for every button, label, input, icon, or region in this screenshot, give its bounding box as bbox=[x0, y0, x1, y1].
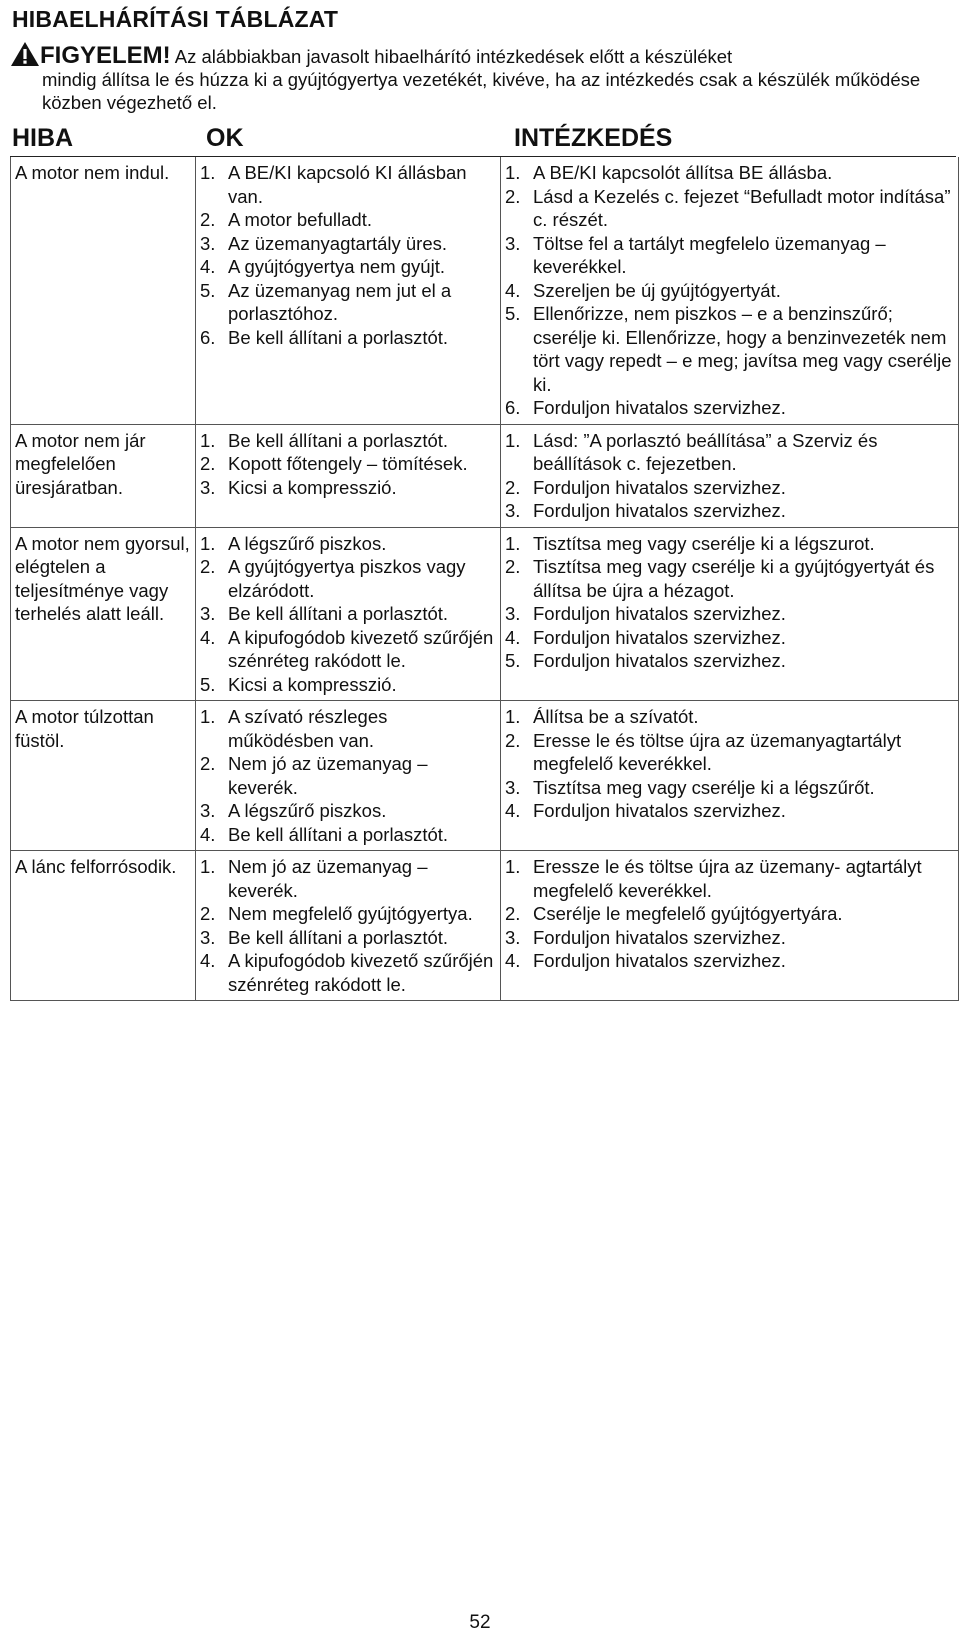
cause-item bbox=[200, 902, 496, 926]
item-number: 1. bbox=[200, 532, 216, 554]
cause-item bbox=[200, 255, 496, 279]
item-text: Az üzemanyagtartály üres. bbox=[228, 232, 448, 254]
action-item bbox=[505, 729, 954, 776]
page-title: HIBAELHÁRÍTÁSI TÁBLÁZAT bbox=[12, 6, 339, 32]
item-text: Be kell állítani a porlasztót. bbox=[228, 823, 449, 845]
item-text: Forduljon hivatalos szervizhez. bbox=[533, 500, 786, 521]
cause-cell bbox=[196, 701, 501, 851]
item-number: 3. bbox=[505, 776, 521, 798]
cause-item bbox=[200, 476, 496, 500]
item-text: Forduljon hivatalos szervizhez. bbox=[533, 650, 786, 671]
item-text: Be kell állítani a porlasztót. bbox=[228, 429, 449, 451]
item-number: 1. bbox=[200, 162, 216, 183]
action-item bbox=[505, 855, 954, 902]
item-number: 2. bbox=[200, 453, 216, 474]
item-text: Tisztítsa meg vagy cserélje ki a gyújtógyertyát és állítsa be újra a hézagot. bbox=[533, 556, 935, 601]
cause-item bbox=[200, 326, 496, 350]
action-item bbox=[505, 649, 954, 673]
cause-item bbox=[200, 429, 496, 453]
item-number: 3. bbox=[200, 476, 216, 498]
cause-item bbox=[200, 555, 496, 602]
action-item bbox=[505, 626, 954, 650]
item-text: Tisztítsa meg vagy cserélje ki a légszurot. bbox=[533, 532, 875, 554]
item-text: A motor befulladt. bbox=[228, 209, 372, 230]
item-number: 3. bbox=[505, 500, 521, 521]
troubleshooting-table bbox=[10, 157, 959, 1001]
item-text: Forduljon hivatalos szervizhez. bbox=[533, 603, 786, 624]
item-text: Lásd a Kezelés c. fejezet “Befulladt motor indítása” c. részét. bbox=[533, 185, 951, 230]
item-number: 3. bbox=[200, 603, 216, 624]
warning-text-line1: Az alábbiakban javasolt hibaelhárító intézkedések előtt a készüléket bbox=[170, 46, 733, 67]
item-text: Nem jó az üzemanyag – keverék. bbox=[228, 753, 428, 798]
item-text: Állítsa be a szívatót. bbox=[533, 706, 699, 727]
action-item bbox=[505, 705, 954, 729]
item-text: A szívató részleges működésben van. bbox=[228, 706, 388, 751]
item-text: Szereljen be új gyújtógyertyát. bbox=[533, 279, 781, 301]
item-number: 6. bbox=[505, 397, 521, 418]
item-text: Cserélje le megfelelő gyújtógyertyára. bbox=[533, 903, 843, 924]
item-number: 4. bbox=[200, 626, 216, 648]
action-item bbox=[505, 555, 954, 602]
table-row bbox=[11, 157, 959, 424]
item-text: A légszűrő piszkos. bbox=[228, 800, 387, 821]
item-number: 4. bbox=[505, 626, 521, 648]
action-cell bbox=[501, 527, 959, 701]
item-text: Lásd: ”A porlasztó beállítása” a Szerviz és beállítások c. fejezetben. bbox=[533, 429, 878, 474]
cause-cell bbox=[196, 424, 501, 527]
item-text: A BE/KI kapcsoló KI állásban van. bbox=[228, 162, 467, 207]
item-number: 4. bbox=[200, 823, 216, 845]
cause-cell bbox=[196, 851, 501, 1001]
item-text: Kicsi a kompresszió. bbox=[228, 673, 397, 695]
item-number: 2. bbox=[200, 209, 216, 230]
item-number: 4. bbox=[505, 950, 521, 971]
item-text: A kipufogódob kivezető szűrőjén szénréteg rakódott le. bbox=[228, 950, 494, 995]
item-text: Be kell állítani a porlasztót. bbox=[228, 603, 449, 624]
cause-item bbox=[200, 705, 496, 752]
item-text: A BE/KI kapcsolót állítsa BE állásba. bbox=[533, 162, 833, 183]
item-number: 1. bbox=[505, 429, 521, 451]
action-item bbox=[505, 799, 954, 823]
item-number: 3. bbox=[200, 232, 216, 254]
item-text: Az üzemanyag nem jut el a porlasztóhoz. bbox=[228, 279, 452, 324]
item-number: 5. bbox=[200, 673, 216, 695]
cause-cell bbox=[196, 157, 501, 424]
item-text: Forduljon hivatalos szervizhez. bbox=[533, 626, 786, 648]
item-text: A légszűrő piszkos. bbox=[228, 532, 387, 554]
header-cause: OK bbox=[206, 124, 244, 152]
table-header bbox=[10, 122, 956, 157]
problem-cell: A motor túlzottan füstöl. bbox=[11, 701, 196, 851]
item-number: 2. bbox=[505, 729, 521, 751]
table-row bbox=[11, 851, 959, 1001]
item-text: Nem megfelelő gyújtógyertya. bbox=[228, 903, 473, 924]
item-number: 1. bbox=[200, 706, 216, 727]
item-number: 2. bbox=[200, 903, 216, 924]
problem-cell: A motor nem jár megfelelően üresjáratban. bbox=[11, 424, 196, 527]
item-text: Ellenőrizze, nem piszkos – e a benzinszűrő; cserélje ki. Ellenőrizze, hogy a benzinvezeték nem tört vagy repedt – e meg; javítsa meg vagy cserélje ki. bbox=[533, 303, 952, 395]
item-text: Be kell állítani a porlasztót. bbox=[228, 926, 449, 948]
action-item bbox=[505, 499, 954, 523]
item-number: 4. bbox=[505, 800, 521, 821]
action-cell bbox=[501, 851, 959, 1001]
warning-first-line bbox=[10, 41, 947, 68]
cause-cell bbox=[196, 527, 501, 701]
problem-cell: A motor nem gyorsul, elégtelen a teljesítménye vagy terhelés alatt leáll. bbox=[11, 527, 196, 701]
action-item bbox=[505, 926, 954, 950]
warning-text-rest: mindig állítsa le és húzza ki a gyújtógyertya vezetékét, kivéve, ha az intézkedés csak a készülék működése közben végezhető el. bbox=[42, 69, 921, 113]
item-number: 4. bbox=[200, 950, 216, 971]
cause-item bbox=[200, 532, 496, 556]
item-number: 3. bbox=[505, 926, 521, 948]
header-action: INTÉZKEDÉS bbox=[514, 124, 673, 152]
item-text: Eressze le és töltse újra az üzemany- agtartályt megfelelő keverékkel. bbox=[533, 856, 922, 901]
cause-item bbox=[200, 673, 496, 697]
cause-item bbox=[200, 823, 496, 847]
action-item bbox=[505, 161, 954, 185]
action-item bbox=[505, 279, 954, 303]
item-number: 1. bbox=[200, 429, 216, 451]
item-text: Forduljon hivatalos szervizhez. bbox=[533, 397, 786, 418]
cause-item bbox=[200, 452, 496, 476]
item-number: 2. bbox=[200, 556, 216, 577]
item-text: Eresse le és töltse újra az üzemanyagtartályt megfelelő keverékkel. bbox=[533, 729, 902, 774]
action-item bbox=[505, 776, 954, 800]
item-number: 6. bbox=[200, 326, 216, 348]
item-text: Forduljon hivatalos szervizhez. bbox=[533, 926, 786, 948]
cause-item bbox=[200, 949, 496, 996]
item-text: Kicsi a kompresszió. bbox=[228, 476, 397, 498]
cause-item bbox=[200, 752, 496, 799]
action-item bbox=[505, 532, 954, 556]
cause-item bbox=[200, 626, 496, 673]
cause-item bbox=[200, 161, 496, 208]
item-number: 2. bbox=[505, 556, 521, 577]
item-number: 3. bbox=[200, 926, 216, 948]
item-number: 1. bbox=[200, 856, 216, 877]
action-item bbox=[505, 902, 954, 926]
item-text: A kipufogódob kivezető szűrőjén szénréteg rakódott le. bbox=[228, 626, 494, 671]
cause-item bbox=[200, 799, 496, 823]
item-text: A gyújtógyertya nem gyújt. bbox=[228, 256, 445, 277]
item-text: Töltse fel a tartályt megfelelo üzemanyag – keverékkel. bbox=[533, 232, 886, 277]
item-number: 5. bbox=[505, 650, 521, 671]
page bbox=[10, 6, 956, 1001]
problem-cell: A motor nem indul. bbox=[11, 157, 196, 424]
cause-item bbox=[200, 855, 496, 902]
item-text: Tisztítsa meg vagy cserélje ki a légszűrőt. bbox=[533, 776, 875, 798]
item-number: 3. bbox=[505, 603, 521, 624]
item-number: 4. bbox=[200, 256, 216, 277]
action-cell bbox=[501, 701, 959, 851]
header-problem: HIBA bbox=[12, 124, 74, 152]
action-item bbox=[505, 302, 954, 396]
item-number: 1. bbox=[505, 162, 521, 183]
action-item bbox=[505, 185, 954, 232]
cause-item bbox=[200, 279, 496, 326]
table-row bbox=[11, 527, 959, 701]
item-number: 5. bbox=[505, 303, 521, 324]
action-item bbox=[505, 949, 954, 973]
item-number: 1. bbox=[505, 856, 521, 877]
item-number: 3. bbox=[505, 232, 521, 254]
item-number: 1. bbox=[505, 706, 521, 727]
warning-triangle-icon bbox=[10, 41, 40, 67]
item-number: 2. bbox=[505, 185, 521, 207]
table-row bbox=[11, 701, 959, 851]
item-number: 2. bbox=[505, 903, 521, 924]
action-item bbox=[505, 396, 954, 420]
problem-cell: A lánc felforrósodik. bbox=[11, 851, 196, 1001]
action-item bbox=[505, 476, 954, 500]
action-item bbox=[505, 602, 954, 626]
item-text: Kopott főtengely – tömítések. bbox=[228, 453, 468, 474]
action-item bbox=[505, 429, 954, 476]
item-number: 3. bbox=[200, 800, 216, 821]
cause-item bbox=[200, 602, 496, 626]
action-item bbox=[505, 232, 954, 279]
item-number: 2. bbox=[505, 476, 521, 498]
action-cell bbox=[501, 424, 959, 527]
item-text: A gyújtógyertya piszkos vagy elzáródott. bbox=[228, 556, 466, 601]
table-row bbox=[11, 424, 959, 527]
item-text: Forduljon hivatalos szervizhez. bbox=[533, 950, 786, 971]
cause-item bbox=[200, 232, 496, 256]
item-text: Forduljon hivatalos szervizhez. bbox=[533, 800, 786, 821]
item-number: 2. bbox=[200, 753, 216, 774]
item-number: 4. bbox=[505, 279, 521, 301]
cause-item bbox=[200, 208, 496, 232]
item-number: 1. bbox=[505, 532, 521, 554]
page-number: 52 bbox=[469, 1612, 491, 1633]
item-text: Nem jó az üzemanyag – keverék. bbox=[228, 856, 428, 901]
item-number: 5. bbox=[200, 279, 216, 301]
item-text: Forduljon hivatalos szervizhez. bbox=[533, 476, 786, 498]
warning-notice bbox=[42, 41, 947, 114]
action-cell bbox=[501, 157, 959, 424]
item-text: Be kell állítani a porlasztót. bbox=[228, 326, 449, 348]
warning-label: FIGYELEM! bbox=[40, 42, 171, 69]
cause-item bbox=[200, 926, 496, 950]
